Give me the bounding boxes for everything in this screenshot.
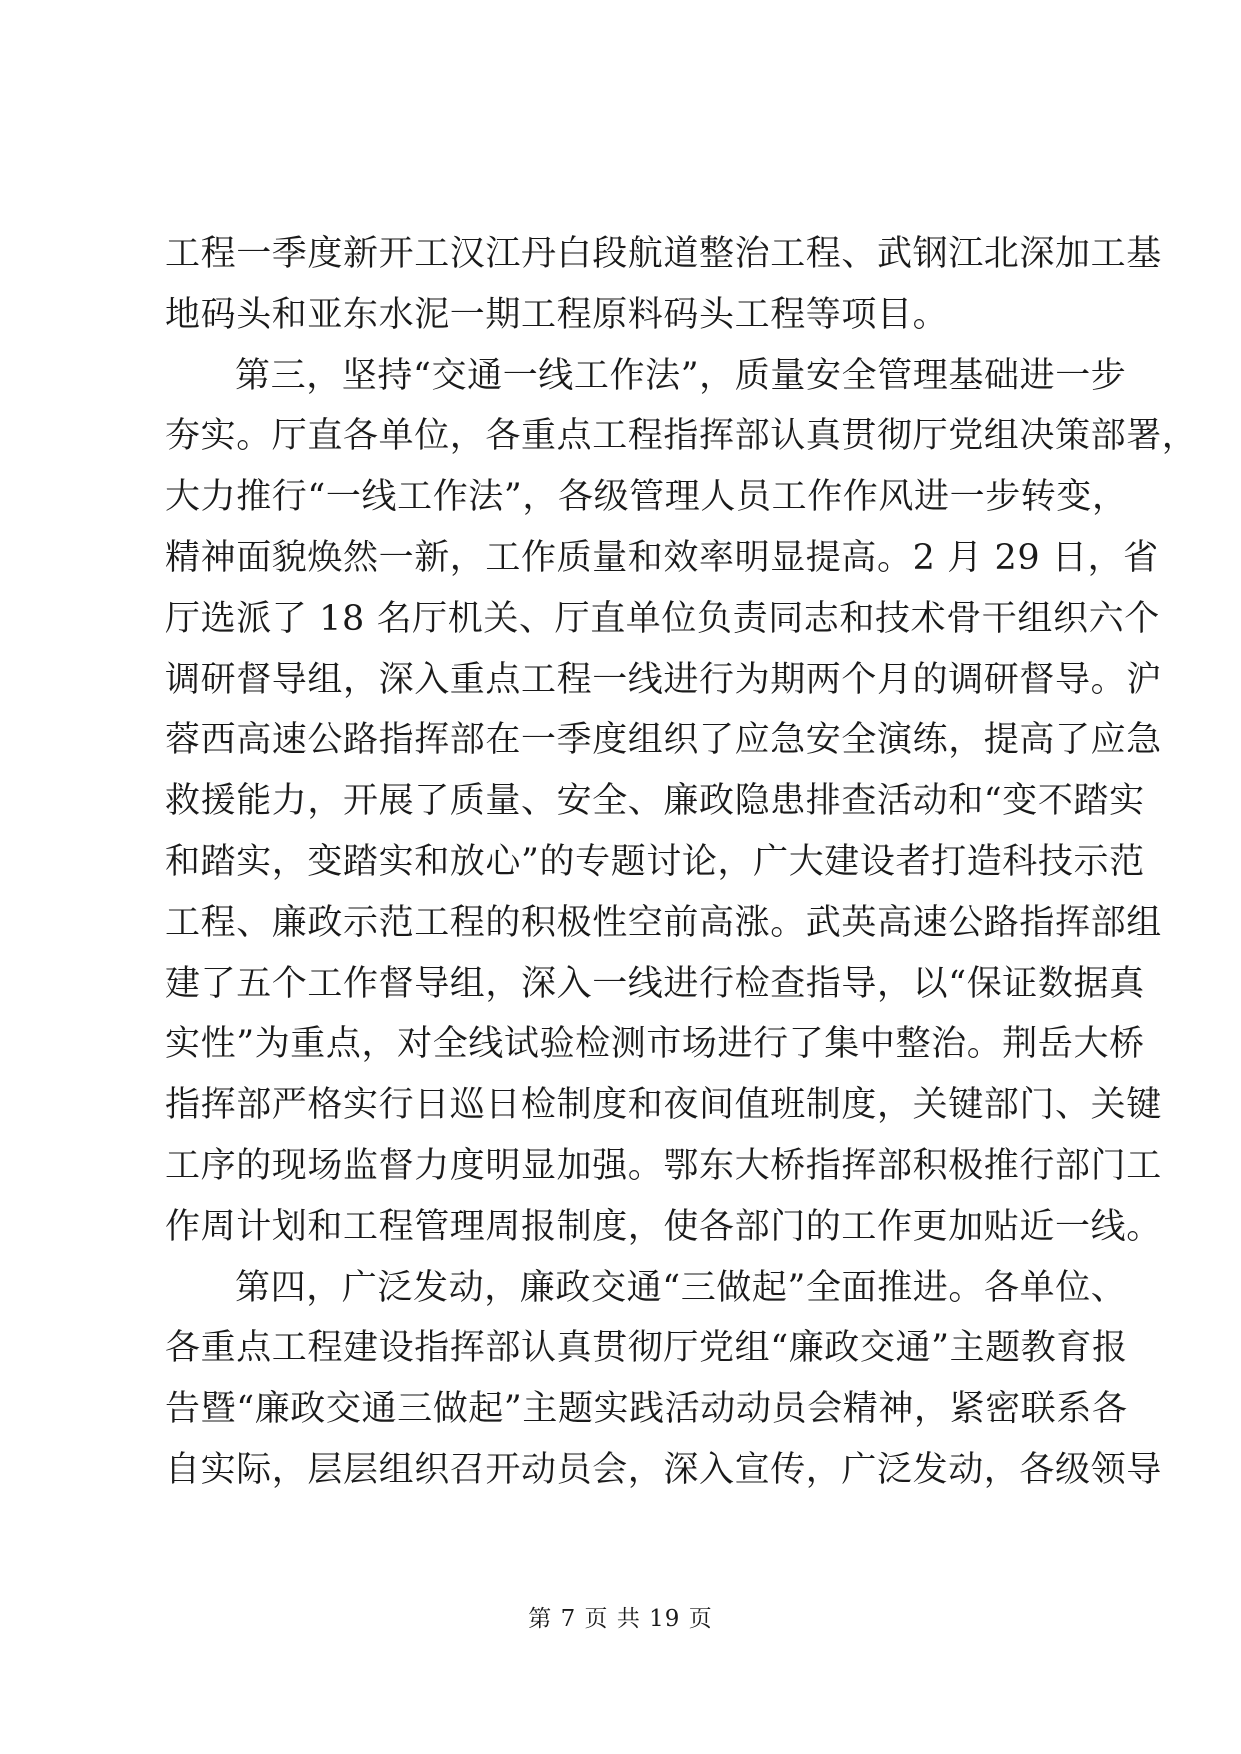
paragraph-line: 大力推行“一线工作法”，各级管理人员工作作风进一步转变， [165, 477, 1128, 518]
paragraph-line: 精神面貌焕然一新，工作质量和效率明显提高。2 月 29 日，省 [165, 537, 1159, 578]
paragraph-line: 调研督导组，深入重点工程一线进行为期两个月的调研督导。沪 [165, 659, 1162, 700]
paragraph-line: 第四，广泛发动，廉政交通“三做起”全面推进。各单位、 [235, 1267, 1127, 1308]
paragraph-line: 实性”为重点，对全线试验检测市场进行了集中整治。荆岳大桥 [165, 1024, 1145, 1065]
paragraph-line: 自实际，层层组织召开动员会，深入宣传，广泛发动，各级领导 [165, 1449, 1162, 1490]
paragraph-line: 工序的现场监督力度明显加强。鄂东大桥指挥部积极推行部门工 [165, 1145, 1162, 1186]
paragraph-line: 作周计划和工程管理周报制度，使各部门的工作更加贴近一线。 [165, 1206, 1162, 1247]
paragraph-line: 和踏实，变踏实和放心”的专题讨论，广大建设者打造科技示范 [165, 841, 1145, 882]
paragraph-line: 指挥部严格实行日巡日检制度和夜间值班制度，关键部门、关键 [165, 1085, 1162, 1126]
paragraph-line: 厅选派了 18 名厅机关、厅直单位负责同志和技术骨干组织六个 [165, 598, 1160, 639]
paragraph-line: 蓉西高速公路指挥部在一季度组织了应急安全演练，提高了应急 [165, 720, 1162, 761]
paragraph-line: 告暨“廉政交通三做起”主题实践活动动员会精神，紧密联系各 [165, 1389, 1128, 1430]
paragraph-line: 地码头和亚东水泥一期工程原料码头工程等项目。 [165, 294, 949, 335]
page-number-footer: 第 7 页 共 19 页 [528, 1606, 713, 1632]
paragraph-line: 夯实。厅直各单位，各重点工程指挥部认真贯彻厅党组决策部署， [165, 416, 1198, 457]
paragraph-line: 工程、廉政示范工程的积极性空前高涨。武英高速公路指挥部组 [165, 902, 1162, 943]
paragraph-line: 建了五个工作督导组，深入一线进行检查指导，以“保证数据真 [165, 963, 1145, 1004]
document-body [165, 224, 1198, 1501]
paragraph-line: 各重点工程建设指挥部认真贯彻厅党组“廉政交通”主题教育报 [165, 1328, 1128, 1369]
paragraph-line: 第三，坚持“交通一线工作法”，质量安全管理基础进一步 [235, 355, 1127, 396]
paragraph-line: 工程一季度新开工汉江丹白段航道整治工程、武钢江北深加工基 [165, 234, 1162, 274]
paragraph-line: 救援能力，开展了质量、安全、廉政隐患排查活动和“变不踏实 [165, 781, 1145, 822]
